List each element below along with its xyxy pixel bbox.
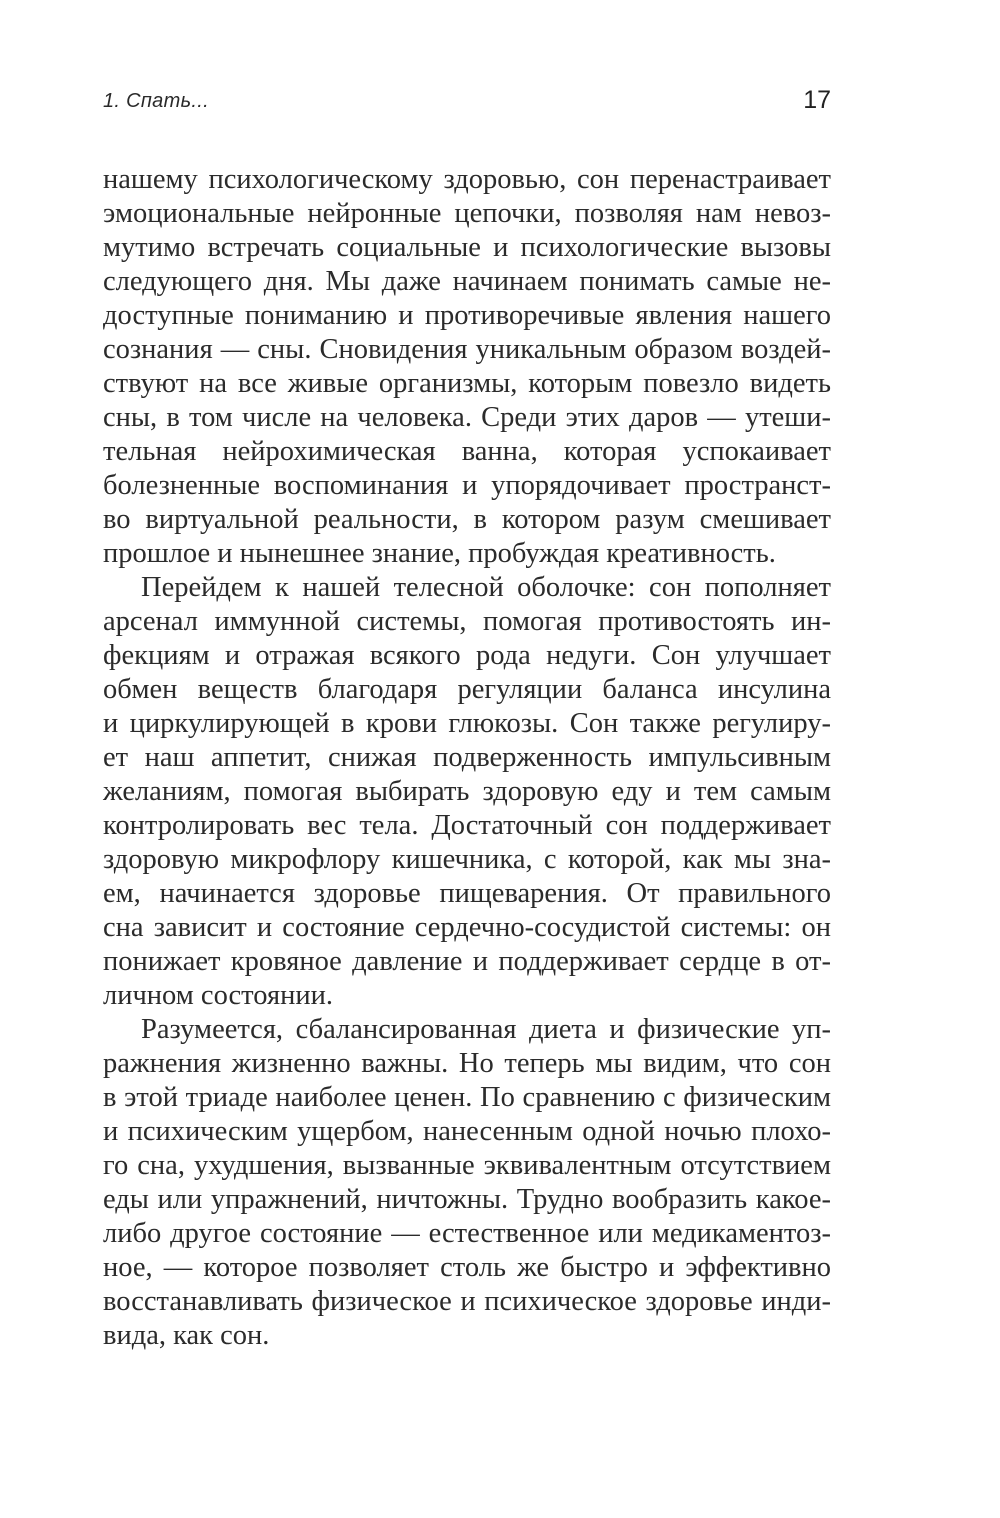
chapter-title: 1. Спать... (103, 90, 209, 112)
text-line: тельная нейрохимическая ванна, которая успокаивает (103, 436, 831, 467)
text-line: восстанавливать физическое и психическое здоровье инди- (103, 1286, 831, 1317)
text-line: фекциям и отражая всякого рода недуги. Сон улучшает (103, 640, 831, 671)
text-line: контролировать вес тела. Достаточный сон поддерживает (103, 810, 831, 841)
paragraph (103, 571, 831, 1013)
page-number: 17 (803, 86, 831, 114)
text-line: эмоциональные нейронные цепочки, позволяя нам невоз- (103, 198, 831, 229)
text-line: обмен веществ благодаря регуляции баланса инсулина (103, 674, 831, 705)
text-line: сны, в том числе на человека. Среди этих даров — утеши- (103, 402, 831, 433)
text-line: сознания — сны. Сновидения уникальным образом воздей- (103, 334, 831, 365)
running-head (103, 86, 831, 116)
text-line: ное, — которое позволяет столь же быстро и эффективно (103, 1252, 831, 1283)
text-line: ем, начинается здоровье пищеварения. От правильного (103, 878, 831, 909)
text-line: желаниям, помогая выбирать здоровую еду и тем самым (103, 776, 831, 807)
text-line: во виртуальной реальности, в котором разум смешивает (103, 504, 831, 535)
text-line: го сна, ухудшения, вызванные эквивалентным отсутствием (103, 1150, 831, 1181)
paragraph (103, 163, 831, 571)
text-line: Разумеется, сбалансированная диета и физические уп- (141, 1014, 831, 1045)
text-line: здоровую микрофлору кишечника, с которой, как мы зна- (103, 844, 831, 875)
text-line: ет наш аппетит, снижая подверженность импульсивным (103, 742, 831, 773)
text-line: болезненные воспоминания и упорядочивает пространст- (103, 470, 831, 501)
text-line: прошлое и нынешнее знание, пробуждая креативность. (103, 538, 776, 569)
text-line: следующего дня. Мы даже начинаем понимать самые не- (103, 266, 831, 297)
text-line: нашему психологическому здоровью, сон перенастраивает (103, 164, 831, 195)
text-line: сна зависит и состояние сердечно-сосудистой системы: он (103, 912, 831, 943)
text-line: арсенал иммунной системы, помогая противостоять ин- (103, 606, 831, 637)
text-line: личном состоянии. (103, 980, 333, 1011)
paragraph (103, 1013, 831, 1353)
body-text (103, 163, 831, 1353)
text-line: Перейдем к нашей телесной оболочке: сон пополняет (141, 572, 831, 603)
text-line: еды или упражнений, ничтожны. Трудно вообразить какое- (103, 1184, 831, 1215)
text-line: доступные пониманию и противоречивые явления нашего (103, 300, 831, 331)
text-line: вида, как сон. (103, 1320, 270, 1351)
text-line: мутимо встречать социальные и психологические вызовы (103, 232, 831, 263)
text-line: и циркулирующей в крови глюкозы. Сон также регулиру- (103, 708, 831, 739)
text-line: либо другое состояние — естественное или медикаментоз- (103, 1218, 831, 1249)
text-line: ражнения жизненно важны. Но теперь мы видим, что сон (103, 1048, 831, 1079)
text-line: и психическим ущербом, нанесенным одной ночью плохо- (103, 1116, 831, 1147)
text-line: ствуют на все живые организмы, которым повезло видеть (103, 368, 831, 399)
text-line: в этой триаде наиболее ценен. По сравнению с физическим (103, 1082, 831, 1113)
text-line: понижает кровяное давление и поддерживает сердце в от- (103, 946, 831, 977)
